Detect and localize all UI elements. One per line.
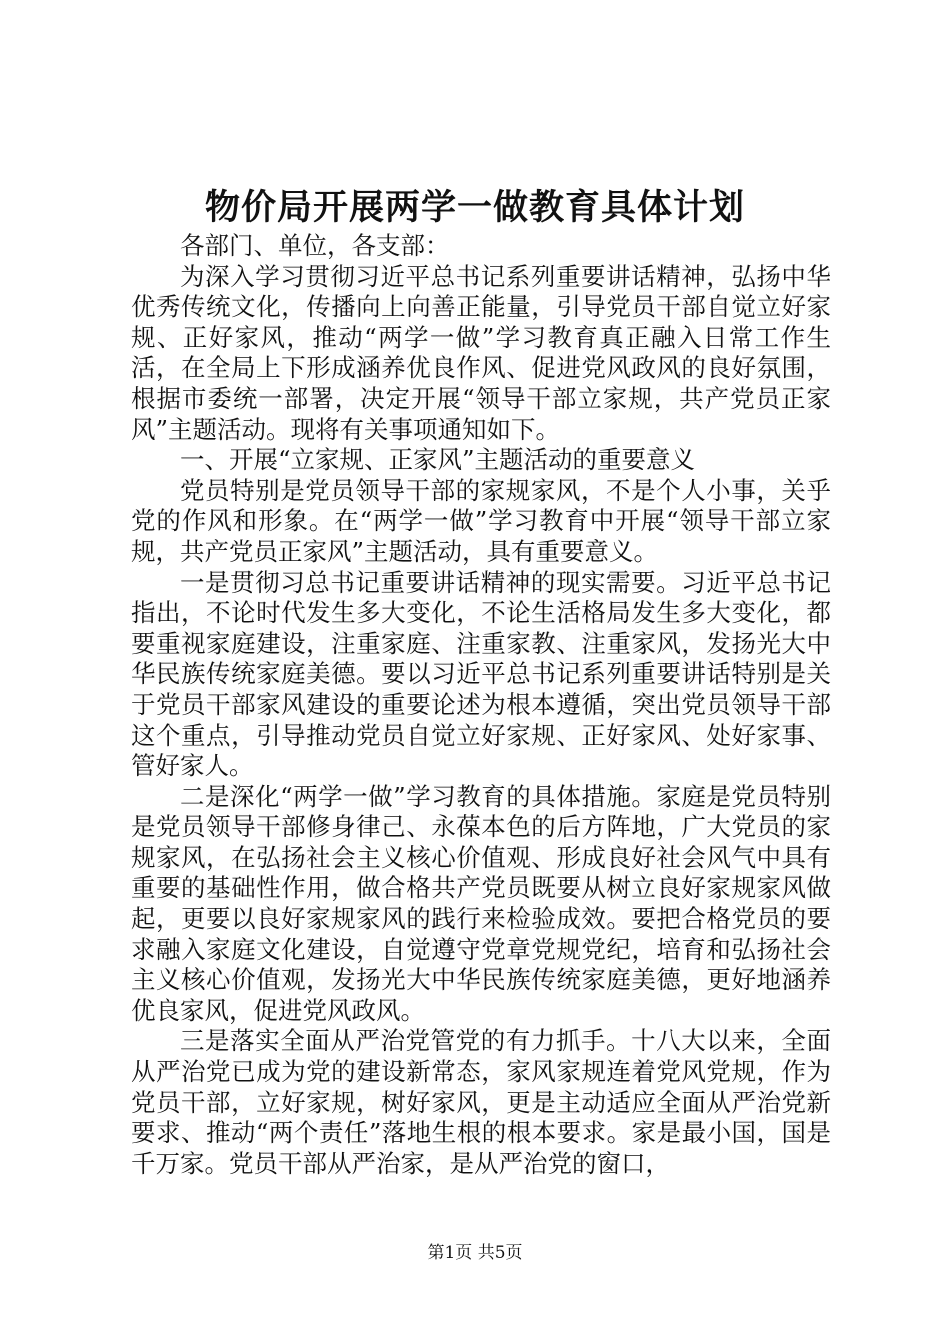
body-paragraph: 党员特别是党员领导干部的家规家风，不是个人小事，关乎党的作风和形象。在“两学一做”学习教育中开展“领导干部立家规，共产党员正家风”主题活动，具有重要意义。 <box>131 475 831 566</box>
body-paragraph: 一是贯彻习总书记重要讲话精神的现实需要。习近平总书记指出，不论时代发生多大变化，不论生活格局发生多大变化，都要重视家庭建设，注重家庭、注重家教、注重家风，发扬光大中华民族传统家庭美德。要以习近平总书记系列重要讲话特别是关于党员干部家风建设的重要论述为根本遵循，突出党员领导干部这个重点，引导推动党员自觉立好家规、正好家风、处好家事、管好家人。 <box>131 567 831 781</box>
document-body <box>131 231 831 1179</box>
body-paragraph: 二是深化“两学一做”学习教育的具体措施。家庭是党员特别是党员领导干部修身律己、永葆本色的后方阵地，广大党员的家规家风，在弘扬社会主义核心价值观、形成良好社会风气中具有重要的基础性作用，做合格共产党员既要从树立良好家规家风做起，更要以良好家规家风的践行来检验成效。要把合格党员的要求融入家庭文化建设，自觉遵守党章党规党纪，培育和弘扬社会主义核心价值观，发扬光大中华民族传统家庭美德，更好地涵养优良家风，促进党风政风。 <box>131 781 831 1025</box>
document-title: 物价局开展两学一做教育具体计划 <box>204 187 745 228</box>
body-paragraph: 三是落实全面从严治党管党的有力抓手。十八大以来，全面从严治党已成为党的建设新常态，家风家规连着党风党规，作为党员干部，立好家规，树好家风，更是主动适应全面从严治党新要求、推动“两个责任”落地生根的根本要求。家是最小国，国是千万家。党员干部从严治家，是从严治党的窗口， <box>131 1026 831 1178</box>
salutation-paragraph: 各部门、单位，各支部： <box>180 231 450 260</box>
intro-paragraph: 为深入学习贯彻习近平总书记系列重要讲话精神，弘扬中华优秀传统文化，传播向上向善正能量，引导党员干部自觉立好家规、正好家风，推动“两学一做”学习教育真正融入日常工作生活，在全局上下形成涵养优良作风、促进党风政风的良好氛围，根据市委统一部署，决定开展“领导干部立家规，共产党员正家风”主题活动。现将有关事项通知如下。 <box>131 261 831 444</box>
section-heading: 一、开展“立家规、正家风”主题活动的重要意义 <box>180 445 696 475</box>
page-footer: 第1页 共5页 <box>427 1243 523 1263</box>
